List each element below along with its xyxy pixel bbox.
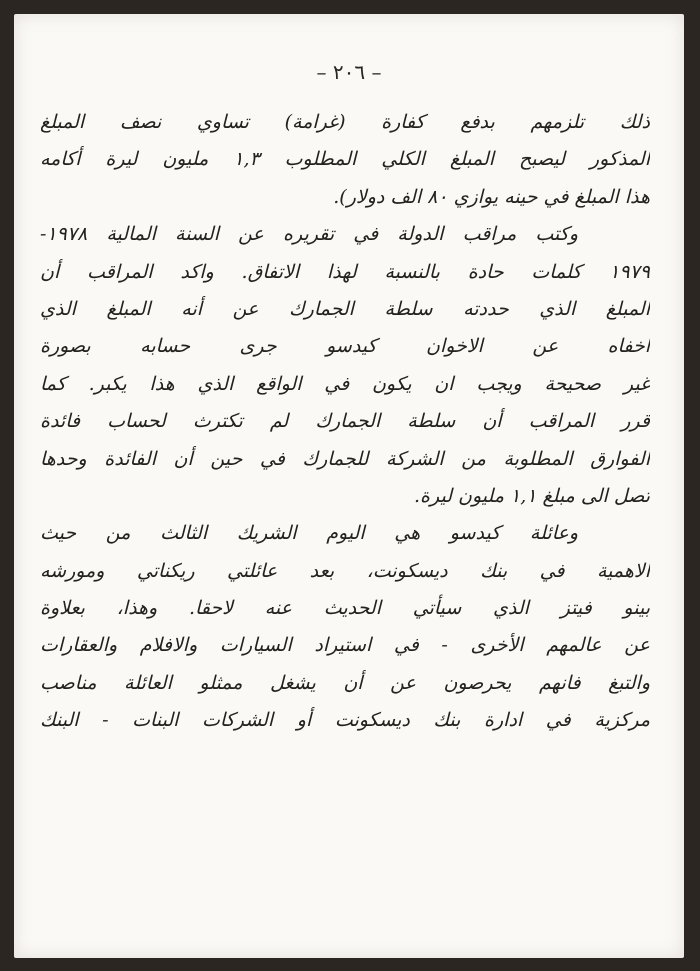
text-line: ذلك تلزمهم بدفع كفارة (غرامة) تساوي نصف المبلغ [40,111,650,133]
text-line: الاهمية في بنك ديسكونت، بعد عائلتي ريكناتي ومورشه [40,559,650,582]
text-line: بينو فيتز الذي سيأتي الحديث عنه لاحقا. وهذا، بعلاوة [40,597,650,620]
text-line: والتبغ فانهم يحرصون عن أن يشغل ممثلو العائلة مناصب [40,671,650,694]
text-line: تصل الى مبلغ ١,١ مليون ليرة. [413,484,650,507]
text-line: عن عالمهم الأخرى - في استيراد السيارات والافلام والعقارات [40,634,650,657]
text-line: المذكور ليصبح المبلغ الكلي المطلوب ١,٣ مليون ليرة أكامه [40,148,650,171]
text-line: مركزية في ادارة بنك ديسكونت أو الشركات البنات - البنك [40,709,650,732]
text-line: هذا المبلغ في حينه يوازي ٨٠ الف دولار). [333,185,650,208]
text-line: قرر المراقب أن سلطة الجمارك لم تكترث لحساب فائدة [40,410,650,433]
handwritten-text-block [40,104,650,740]
text-line: الفوارق المطلوبة من الشركة للجمارك في حين أن الفائدة وحدها [40,447,650,470]
text-line: غير صحيحة ويجب ان يكون في الواقع الذي هذا يكبر. كما [40,372,650,395]
page-number: – ٢٠٦ – [316,60,382,84]
text-line: وعائلة كيدسو هي اليوم الشريك الثالث من حيث [40,522,578,545]
text-line: اخفاه عن الاخوان كيدسو جرى حسابه بصورة [40,335,650,358]
text-line: ١٩٧٩ كلمات حادة بالنسبة لهذا الاتفاق. واكد المراقب أن [40,260,650,283]
text-line: وكتب مراقب الدولة في تقريره عن السنة المالية ١٩٧٨- [40,223,578,246]
paper-sheet [14,14,684,958]
text-line: المبلغ الذي حددته سلطة الجمارك عن أنه المبلغ الذي [40,297,650,320]
